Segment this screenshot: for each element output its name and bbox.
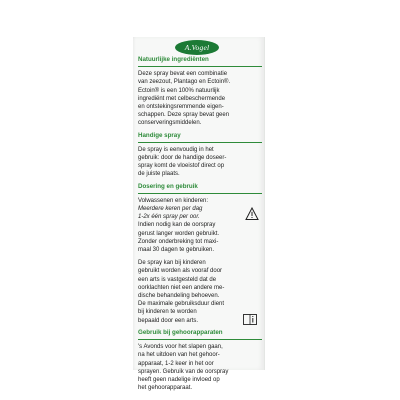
text-line: gebruikt worden als vooraf door: [138, 268, 223, 275]
text-line: maal 30 dagen te gebruiken.: [138, 247, 215, 254]
text-line: na het uitdoen van het gehoor-: [138, 352, 220, 359]
text-line: De spray is eenvoudig in het: [138, 146, 214, 153]
read-leaflet-icon: [243, 314, 257, 325]
text-line: de juiste plaats.: [138, 171, 180, 178]
section-heading: Gebruik bij gehoorapparaten: [138, 328, 223, 336]
section-divider: [138, 66, 262, 67]
warning-triangle-icon: [245, 207, 259, 221]
text-line: Zonder onderbreking tot maxi-: [138, 238, 219, 245]
text-line-italic: Meerdere keren per dag: [138, 206, 203, 213]
text-line: apparaat, 1-2 keer in het oor: [138, 360, 214, 367]
section-divider: [138, 193, 262, 194]
section-heading: Handige spray: [138, 131, 181, 139]
section-ingredients: [138, 56, 262, 128]
section-body: [138, 343, 262, 392]
text-line: bepaald door een arts.: [138, 317, 199, 324]
text-line: gerust langer worden gebruikt.: [138, 230, 220, 237]
text-line: 's Avonds voor het slapen gaan,: [138, 344, 223, 351]
section-body: [138, 70, 262, 127]
text-line: heeft geen nadelige invloed op: [138, 376, 220, 383]
text-line: van zeezout, Plantago en Ectoin®.: [138, 79, 231, 86]
section-heading: Dosering en gebruik: [138, 182, 198, 190]
text-line: schappen. Deze spray bevat geen: [138, 112, 230, 119]
text-line: Volwassenen en kinderen:: [138, 197, 209, 204]
section-divider: [138, 142, 262, 143]
text-line: De spray kan bij kinderen: [138, 260, 206, 267]
section-body: [138, 146, 262, 179]
text-line: Ectoin® is een 100% natuurlijk: [138, 87, 220, 94]
brand-logo-text: A.Vogel: [184, 43, 210, 52]
text-line: De maximale gebruiksduur dient: [138, 301, 225, 308]
text-line: spray komt de vloeistof direct op: [138, 163, 225, 170]
section-body-children: [138, 259, 262, 325]
text-line-italic: 1-2x één spray per oor.: [138, 214, 200, 221]
section-handy-spray: [138, 132, 262, 179]
section-hearing-aids: [138, 329, 262, 392]
text-line: dische behandeling behoeven.: [138, 293, 220, 300]
text-line: sprayen. Gebruik van de oorspray: [138, 368, 229, 375]
section-divider: [138, 339, 262, 340]
text-line: conserveringsmiddelen.: [138, 120, 202, 127]
package-text: [138, 56, 262, 392]
text-line: gebruik: door de handige doseer-: [138, 155, 227, 162]
text-line: Deze spray bevat een combinatie: [138, 71, 228, 78]
text-line: bij kinderen te worden: [138, 309, 197, 316]
text-line: Indien nodig kan de oorspray: [138, 222, 216, 229]
section-heading: Natuurlijke ingrediënten: [138, 56, 209, 63]
section-body: [138, 197, 262, 254]
text-line: en ontstekingsremmende eigen-: [138, 104, 224, 111]
text-line: ingrediënt met celbeschermende: [138, 95, 226, 102]
text-line: oorklachten niet een andere me-: [138, 284, 225, 291]
text-line: een arts is vastgesteld dat de: [138, 276, 217, 283]
text-line: het gehoorapparaat.: [138, 385, 193, 392]
brand-logo: [175, 40, 219, 55]
section-dosage: [138, 183, 262, 325]
